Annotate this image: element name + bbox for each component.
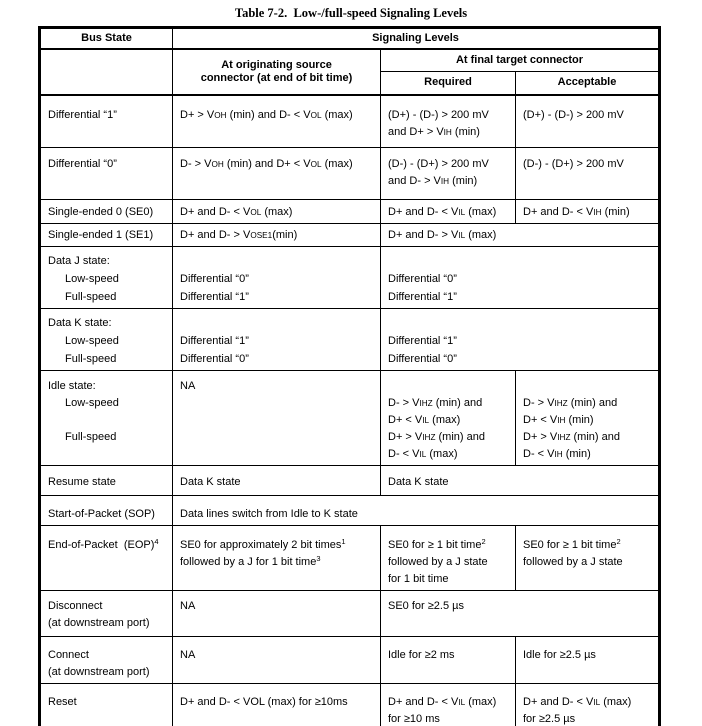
cell-line <box>516 378 655 395</box>
cell-line: (D+) - (D-) > 200 mV <box>388 108 489 121</box>
cell-line: Differential “1” <box>388 335 457 347</box>
cell-line: D+ and D- < VOL (max) for ≥10ms <box>180 696 348 708</box>
cell-acceptable <box>516 148 660 200</box>
cell-line: Data J state: <box>48 255 110 267</box>
cell-line: (D+) - (D-) > 200 mV <box>523 108 624 121</box>
cell-line <box>381 252 655 270</box>
voltage-subscript: IL <box>422 416 430 425</box>
cell-line: D- < VIH (min) <box>523 448 591 460</box>
voltage-subscript: IL <box>458 231 466 240</box>
cell-line: Idle for ≥2.5 µs <box>523 649 596 661</box>
cell-bus-state <box>40 466 173 496</box>
voltage-subscript: IHZ <box>557 433 571 442</box>
cell-line: End-of-Packet (EOP)$^4$ <box>48 537 159 551</box>
voltage-subscript: IL <box>458 208 466 217</box>
footnote-marker: 1 <box>341 537 346 546</box>
cell-line: (D-) - (D+) > 200 mV <box>523 158 624 170</box>
cell-at-origin <box>173 224 381 247</box>
cell-line: Idle state: <box>48 380 96 392</box>
row-data-k-state <box>40 309 660 371</box>
footnote-marker: 2 <box>616 537 621 546</box>
cell-line: Full-speed <box>65 431 117 443</box>
voltage-subscript: IHZ <box>419 399 433 408</box>
cell-required <box>381 200 516 224</box>
cell-line: D+ and D- < VIL (max) <box>388 696 497 708</box>
cell-line: SE0 for ≥ 1 bit time$^2$ <box>388 537 486 551</box>
cell-line: NA <box>180 649 196 661</box>
cell-line: (D-) - (D+) > 200 mV <box>388 158 489 170</box>
cell-line: D+ and D- < VIL (max) <box>388 206 497 218</box>
row-end-of-packet <box>40 526 660 591</box>
cell-acceptable <box>516 200 660 224</box>
cell-line: and D+ > VIH (min) <box>388 125 480 138</box>
voltage-subscript: OSE1 <box>250 231 273 240</box>
cell-line <box>173 314 377 332</box>
cell-line: Low-speed <box>65 397 119 409</box>
cell-line: Connect <box>48 649 89 661</box>
cell-line: D+ and D- > VIL (max) <box>388 229 497 241</box>
cell-required <box>381 95 516 148</box>
row-differential-0 <box>40 148 660 200</box>
header-row-1 <box>40 28 660 49</box>
cell-bus-state <box>40 591 173 637</box>
footnote-marker: 3 <box>316 554 321 563</box>
cell-line: for ≥10 ms <box>388 713 440 725</box>
origin-connector-header <box>173 49 381 95</box>
voltage-subscript: IL <box>593 698 601 707</box>
cell-at-origin <box>173 309 381 371</box>
cell-line: Full-speed <box>65 291 117 303</box>
cell-acceptable <box>516 95 660 148</box>
cell-line: Differential “1” <box>180 335 249 347</box>
cell-required-acceptable <box>381 224 660 247</box>
cell-line <box>381 314 655 332</box>
cell-bus-state <box>40 371 173 466</box>
cell-line: Single-ended 1 (SE1) <box>48 229 154 241</box>
final-connector-header: At final target connector <box>381 49 660 72</box>
cell-line <box>381 378 512 395</box>
cell-at-origin <box>173 247 381 309</box>
voltage-subscript: IL <box>419 450 427 459</box>
cell-at-origin <box>173 95 381 148</box>
voltage-subscript: IH <box>554 450 563 459</box>
cell-line <box>41 412 169 429</box>
row-single-ended-0 <box>40 200 660 224</box>
cell-line: D- > VIHZ (min) and <box>388 397 483 409</box>
cell-required <box>381 371 516 466</box>
cell-required-acceptable <box>381 591 660 637</box>
footnote-marker: 2 <box>481 537 486 546</box>
voltage-subscript: IL <box>458 698 466 707</box>
cell-line: SE0 for ≥2.5 µs <box>388 600 464 612</box>
cell-required <box>381 684 516 726</box>
row-connect <box>40 637 660 684</box>
cell-line: NA <box>180 380 196 392</box>
cell-line: Low-speed <box>65 273 119 285</box>
cell-line: D- < VIL (max) <box>388 448 458 460</box>
voltage-subscript: IHZ <box>422 433 436 442</box>
cell-line: followed by a J state <box>388 556 488 568</box>
cell-line: for 1 bit time <box>388 573 449 585</box>
cell-line: (at downstream port) <box>48 617 150 629</box>
voltage-subscript: IH <box>443 127 452 137</box>
cell-line: Differential “0” <box>48 158 117 170</box>
cell-at-origin <box>173 371 381 466</box>
row-differential-1 <box>40 95 660 148</box>
cell-line: D+ and D- < VOL (max) <box>180 206 293 218</box>
cell-at-origin <box>173 684 381 726</box>
cell-at-origin <box>173 591 381 637</box>
cell-line: Reset <box>48 696 77 708</box>
origin-connector-line-2: connector (at end of bit time) <box>200 71 353 84</box>
cell-bus-state <box>40 496 173 526</box>
cell-line: Full-speed <box>65 353 117 365</box>
cell-bus-state <box>40 247 173 309</box>
bus-state-header: Bus State <box>40 28 173 49</box>
row-start-of-packet <box>40 496 660 526</box>
cell-line: D+ > VIHZ (min) and <box>523 431 620 443</box>
voltage-subscript: OL <box>250 208 262 217</box>
cell-line: Low-speed <box>65 335 119 347</box>
cell-line: D- > VOH (min) and D+ < VOL (max) <box>180 158 353 170</box>
cell-required-acceptable <box>381 247 660 309</box>
row-idle-state <box>40 371 660 466</box>
cell-at-origin <box>173 466 381 496</box>
cell-acceptable <box>516 526 660 591</box>
table-title: Table 7-2. Low-/full-speed Signaling Levels <box>234 6 468 20</box>
row-data-j-state <box>40 247 660 309</box>
cell-line: followed by a J state <box>523 556 623 568</box>
cell-line: (at downstream port) <box>48 666 150 678</box>
table-body <box>40 95 660 726</box>
footnote-marker: 4 <box>154 537 159 546</box>
empty-header-cell <box>40 49 173 95</box>
cell-bus-state <box>40 637 173 684</box>
cell-line: Data K state: <box>48 317 112 329</box>
voltage-subscript: OH <box>214 110 227 120</box>
cell-line: D+ and D- > VOSE1(min) <box>180 229 298 241</box>
cell-line: D+ and D- < VIH (min) <box>523 206 630 218</box>
cell-line: Data lines switch from Idle to K state <box>180 508 358 520</box>
voltage-subscript: IH <box>557 416 566 425</box>
header-row-2 <box>40 49 660 72</box>
cell-line: Differential “0” <box>180 353 249 365</box>
cell-bus-state <box>40 224 173 247</box>
cell-line: SE0 for approximately 2 bit times$^1$ <box>180 537 346 551</box>
cell-line: Idle for ≥2 ms <box>388 649 455 661</box>
cell-bus-state <box>40 684 173 726</box>
voltage-subscript: OL <box>310 110 322 120</box>
required-header: Required <box>381 72 516 95</box>
signaling-levels-header: Signaling Levels <box>173 28 660 49</box>
cell-line: D+ and D- < VIL (max) <box>523 696 632 708</box>
cell-required-acceptable <box>381 466 660 496</box>
cell-line: Data K state <box>388 476 449 488</box>
cell-line: Single-ended 0 (SE0) <box>48 206 154 218</box>
row-single-ended-1 <box>40 224 660 247</box>
cell-required-acceptable <box>381 309 660 371</box>
cell-required <box>381 148 516 200</box>
cell-line: followed by a J for 1 bit time$^3$ <box>180 554 321 568</box>
cell-signaling-span <box>173 496 660 526</box>
cell-line <box>173 252 377 270</box>
cell-line: for ≥2.5 µs <box>523 713 576 725</box>
cell-line: D+ > VOH (min) and D- < VOL (max) <box>180 108 353 121</box>
voltage-subscript: IHZ <box>554 399 568 408</box>
cell-line: Differential “1” <box>48 108 117 121</box>
cell-acceptable <box>516 637 660 684</box>
cell-at-origin <box>173 526 381 591</box>
cell-line: Differential “0” <box>388 273 457 285</box>
row-resume-state <box>40 466 660 496</box>
cell-required <box>381 526 516 591</box>
cell-line: Differential “1” <box>388 291 457 303</box>
cell-line: D+ > VIHZ (min) and <box>388 431 485 443</box>
acceptable-header: Acceptable <box>516 72 660 95</box>
cell-line: D+ < VIH (min) <box>523 414 594 426</box>
cell-bus-state <box>40 148 173 200</box>
cell-line: Differential “0” <box>180 273 249 285</box>
cell-acceptable <box>516 371 660 466</box>
row-reset <box>40 684 660 726</box>
cell-bus-state <box>40 95 173 148</box>
cell-line: Differential “1” <box>180 291 249 303</box>
voltage-subscript: OH <box>211 160 224 169</box>
cell-line: Start-of-Packet (SOP) <box>48 508 155 520</box>
cell-at-origin <box>173 148 381 200</box>
cell-required <box>381 637 516 684</box>
origin-connector-line-1: At originating source <box>221 58 332 71</box>
cell-line: Data K state <box>180 476 241 488</box>
cell-bus-state <box>40 526 173 591</box>
cell-line: Disconnect <box>48 600 103 612</box>
cell-bus-state <box>40 200 173 224</box>
voltage-subscript: OL <box>310 160 322 169</box>
cell-line: Resume state <box>48 476 116 488</box>
cell-line: NA <box>180 600 196 612</box>
cell-bus-state <box>40 309 173 371</box>
cell-at-origin <box>173 637 381 684</box>
table-header <box>40 28 660 95</box>
voltage-subscript: IH <box>440 177 450 186</box>
voltage-subscript: IH <box>593 208 602 217</box>
cell-line: SE0 for ≥ 1 bit time$^2$ <box>523 537 621 551</box>
cell-line: D- > VIHZ (min) and <box>523 397 618 409</box>
signaling-levels-table <box>38 26 661 726</box>
cell-line: Differential “0” <box>388 353 457 365</box>
cell-at-origin <box>173 200 381 224</box>
cell-line: and D- > VIH (min) <box>388 175 478 187</box>
cell-acceptable <box>516 684 660 726</box>
row-disconnect <box>40 591 660 637</box>
cell-line: D+ < VIL (max) <box>388 414 461 426</box>
